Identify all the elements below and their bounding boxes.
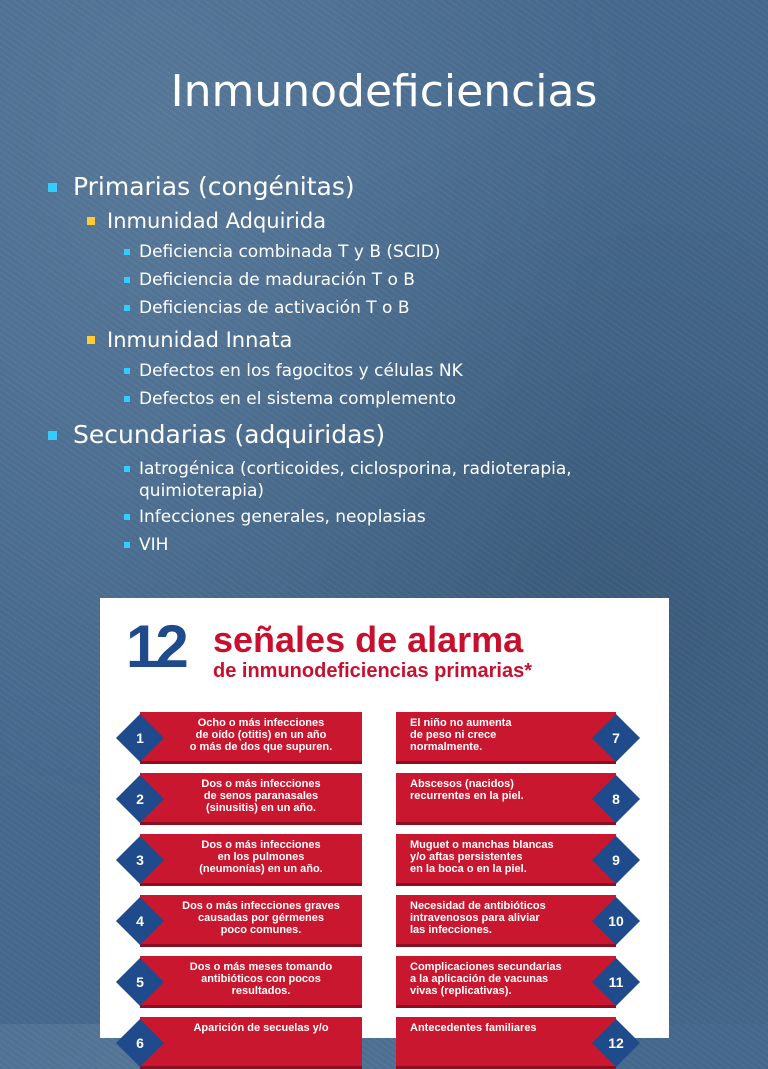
bullet-text: Primarias (congénitas) bbox=[73, 172, 355, 201]
alarm-sign-number: 9 bbox=[612, 852, 620, 868]
alarm-sign-text: Dos o más infecciones de senos paranasales (sinusitis) en un año. bbox=[201, 778, 321, 814]
bullet-text: Inmunidad Innata bbox=[107, 328, 293, 352]
alarm-sign-text: Muguet o manchas blancas y/o aftas persistentes en la boca o en la piel. bbox=[410, 839, 554, 875]
square-bullet-icon bbox=[124, 396, 130, 402]
alarm-sign-8 bbox=[396, 773, 616, 825]
alarm-sign-12 bbox=[396, 1017, 616, 1069]
list-item bbox=[124, 506, 426, 528]
bullet-adquirida bbox=[87, 208, 326, 234]
alarm-sign-text: Aparición de secuelas y/o bbox=[193, 1022, 329, 1034]
alarm-sign-number: 8 bbox=[612, 791, 620, 807]
alarm-sign-10 bbox=[396, 895, 616, 947]
alarm-sign-number: 2 bbox=[136, 791, 144, 807]
bullet-text: Inmunidad Adquirida bbox=[107, 209, 327, 233]
square-bullet-icon bbox=[124, 249, 130, 255]
square-bullet-icon bbox=[124, 305, 130, 311]
bullet-text: Defectos en los fagocitos y células NK bbox=[139, 361, 463, 381]
alarm-sign-number: 12 bbox=[608, 1035, 624, 1051]
square-bullet-icon bbox=[124, 514, 130, 520]
bullet-secundarias bbox=[48, 420, 385, 450]
alarm-sign-text: Ocho o más infecciones de oído (otitis) en un año o más de dos que supuren. bbox=[189, 717, 333, 753]
alarm-sign-9 bbox=[396, 834, 616, 886]
bullet-text: Iatrogénica (corticoides, ciclosporina, radioterapia, bbox=[139, 459, 572, 479]
alarm-sign-number: 11 bbox=[608, 974, 624, 990]
alarm-sign-3 bbox=[140, 834, 362, 886]
alarm-sign-text: Complicaciones secundarias a la aplicación de vacunas vivas (replicativas). bbox=[410, 961, 562, 997]
alarm-sign-number: 7 bbox=[612, 730, 620, 746]
bullet-text: Deficiencia de maduración T o B bbox=[139, 270, 415, 290]
alarm-sign-1 bbox=[140, 712, 362, 764]
alarm-sign-text: Dos o más infecciones graves causadas por gérmenes poco comunes. bbox=[182, 900, 340, 936]
list-item bbox=[124, 458, 572, 480]
alarm-sign-number: 3 bbox=[136, 852, 144, 868]
list-item bbox=[124, 241, 440, 263]
list-item bbox=[124, 534, 168, 556]
square-bullet-icon bbox=[124, 466, 130, 472]
slide-title: Inmunodeficiencias bbox=[170, 66, 598, 117]
list-item bbox=[124, 360, 463, 382]
alarm-sign-number: 1 bbox=[136, 730, 144, 746]
alarm-signs-infographic bbox=[100, 598, 669, 1051]
square-bullet-icon bbox=[124, 277, 130, 283]
list-item-continuation bbox=[139, 480, 264, 502]
bullet-primarias bbox=[48, 172, 355, 202]
infographic-heading: señales de alarma bbox=[213, 619, 524, 660]
bullet-text: Defectos en el sistema complemento bbox=[139, 389, 456, 409]
alarm-sign-7 bbox=[396, 712, 616, 764]
square-bullet-icon bbox=[87, 217, 95, 225]
alarm-sign-text: Abscesos (nacidos) recurrentes en la piel. bbox=[410, 778, 524, 802]
alarm-sign-text: Dos o más infecciones en los pulmones (neumonías) en un año. bbox=[199, 839, 323, 875]
bullet-text: Secundarias (adquiridas) bbox=[73, 420, 386, 449]
square-bullet-icon bbox=[124, 542, 130, 548]
infographic-number: 12 bbox=[126, 613, 185, 680]
bullet-text: quimioterapia) bbox=[139, 481, 265, 501]
alarm-sign-number: 5 bbox=[136, 974, 144, 990]
alarm-sign-text: Antecedentes familiares bbox=[410, 1022, 537, 1034]
square-bullet-icon bbox=[48, 183, 57, 192]
alarm-sign-number: 6 bbox=[136, 1035, 144, 1051]
infographic-subheading: de inmunodeficiencias primarias* bbox=[213, 660, 532, 682]
alarm-sign-number: 10 bbox=[608, 913, 624, 929]
bullet-text: Deficiencia combinada T y B (SCID) bbox=[139, 242, 441, 262]
alarm-sign-text: Necesidad de antibióticos intravenosos para aliviar las infecciones. bbox=[410, 900, 546, 936]
alarm-sign-6 bbox=[140, 1017, 362, 1069]
alarm-sign-number: 4 bbox=[136, 913, 144, 929]
list-item bbox=[124, 297, 410, 319]
alarm-sign-text: Dos o más meses tomando antibióticos con pocos resultados. bbox=[189, 961, 333, 997]
alarm-sign-5 bbox=[140, 956, 362, 1008]
bullet-text: VIH bbox=[139, 535, 169, 555]
alarm-sign-text: El niño no aumenta de peso ni crece normalmente. bbox=[410, 717, 512, 753]
list-item bbox=[124, 388, 456, 410]
square-bullet-icon bbox=[48, 431, 57, 440]
list-item bbox=[124, 269, 415, 291]
bullet-text: Infecciones generales, neoplasias bbox=[139, 507, 426, 527]
bullet-innata bbox=[87, 327, 292, 353]
square-bullet-icon bbox=[124, 368, 130, 374]
alarm-sign-4 bbox=[140, 895, 362, 947]
alarm-sign-11 bbox=[396, 956, 616, 1008]
square-bullet-icon bbox=[87, 336, 95, 344]
alarm-sign-2 bbox=[140, 773, 362, 825]
bullet-text: Deficiencias de activación T o B bbox=[139, 298, 410, 318]
